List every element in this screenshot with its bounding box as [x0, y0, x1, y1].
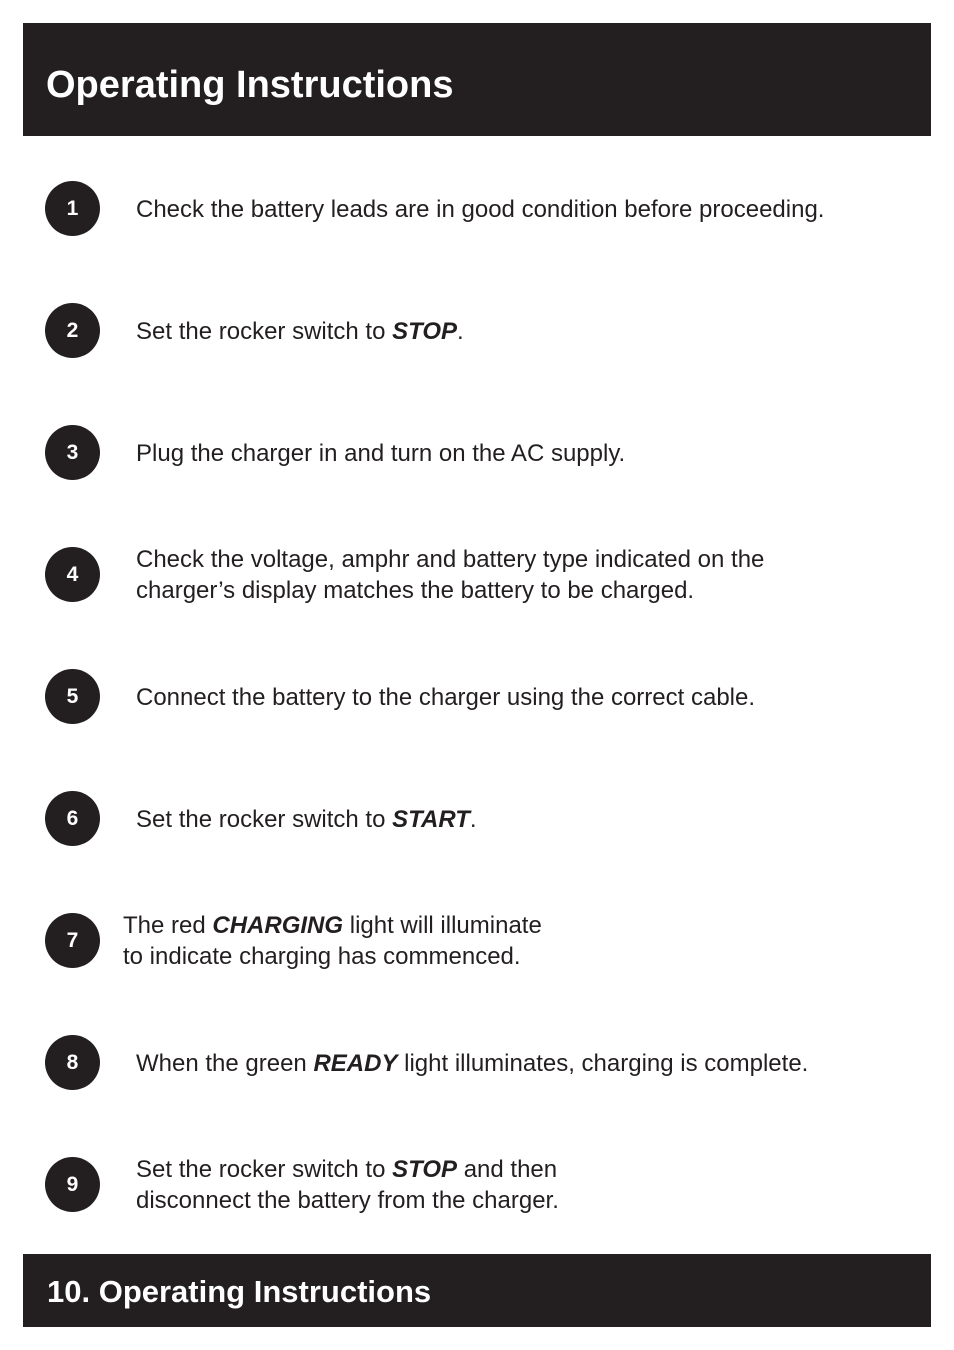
footer-bar: [23, 1254, 931, 1327]
step-line: Check the battery leads are in good condition before proceeding.: [136, 195, 825, 223]
switch-keyword: STOP: [392, 1156, 458, 1183]
step-text: [136, 303, 464, 359]
step-line: [136, 1048, 808, 1079]
step-8: [45, 1035, 925, 1091]
step-line: Plug the charger in and turn on the AC supply.: [136, 439, 626, 467]
step-7: [45, 913, 925, 969]
step-text: [136, 425, 625, 481]
step-line: Connect the battery to the charger using the correct cable.: [136, 683, 756, 711]
step-number-badge: 3: [45, 425, 100, 480]
step-line: charger’s display matches the battery to be charged.: [136, 577, 695, 604]
text-segment: light illuminates, charging is complete.: [397, 1049, 809, 1077]
step-number-badge: 7: [45, 913, 100, 968]
step-4: [45, 547, 925, 603]
step-line: [123, 910, 542, 941]
text-segment: Set the rocker switch to: [136, 317, 393, 345]
text-segment: Set the rocker switch to: [136, 805, 393, 833]
step-number-badge: 6: [45, 791, 100, 846]
step-6: [45, 791, 925, 847]
switch-keyword: STOP: [392, 317, 458, 345]
text-segment: When the green: [136, 1049, 314, 1077]
step-text: [136, 669, 755, 725]
step-number-badge: 5: [45, 669, 100, 724]
step-9: [45, 1157, 925, 1213]
step-text: [136, 791, 477, 847]
step-number-badge: 4: [45, 547, 100, 602]
text-segment: light will illuminate: [343, 912, 542, 939]
header-bar: [23, 23, 931, 136]
light-keyword: READY: [313, 1049, 398, 1077]
step-text: [123, 913, 542, 969]
step-line: [136, 1154, 559, 1185]
step-number-badge: 8: [45, 1035, 100, 1090]
light-keyword: CHARGING: [212, 912, 344, 939]
text-segment: .: [457, 317, 464, 345]
step-text: [136, 547, 764, 603]
step-number-badge: 2: [45, 303, 100, 358]
step-line: [136, 804, 477, 835]
text-segment: The red: [123, 912, 213, 939]
step-line: disconnect the battery from the charger.: [136, 1187, 559, 1214]
step-number-badge: 1: [45, 181, 100, 236]
step-1: [45, 181, 925, 237]
step-line: to indicate charging has commenced.: [123, 943, 521, 970]
step-3: [45, 425, 925, 481]
step-text: [136, 1035, 808, 1091]
step-5: [45, 669, 925, 725]
step-2: [45, 303, 925, 359]
step-line: Check the voltage, amphr and battery type indicated on the: [136, 546, 765, 573]
switch-keyword: START: [392, 805, 470, 833]
text-segment: Set the rocker switch to: [136, 1156, 393, 1183]
page-title: Operating Instructions: [46, 64, 454, 106]
text-segment: .: [469, 805, 477, 833]
section-title: 10. Operating Instructions: [47, 1274, 432, 1309]
step-line: [136, 316, 464, 347]
text-segment: and then: [457, 1156, 558, 1183]
step-number-badge: 9: [45, 1157, 100, 1212]
step-text: [136, 1157, 559, 1213]
step-text: [136, 181, 824, 237]
